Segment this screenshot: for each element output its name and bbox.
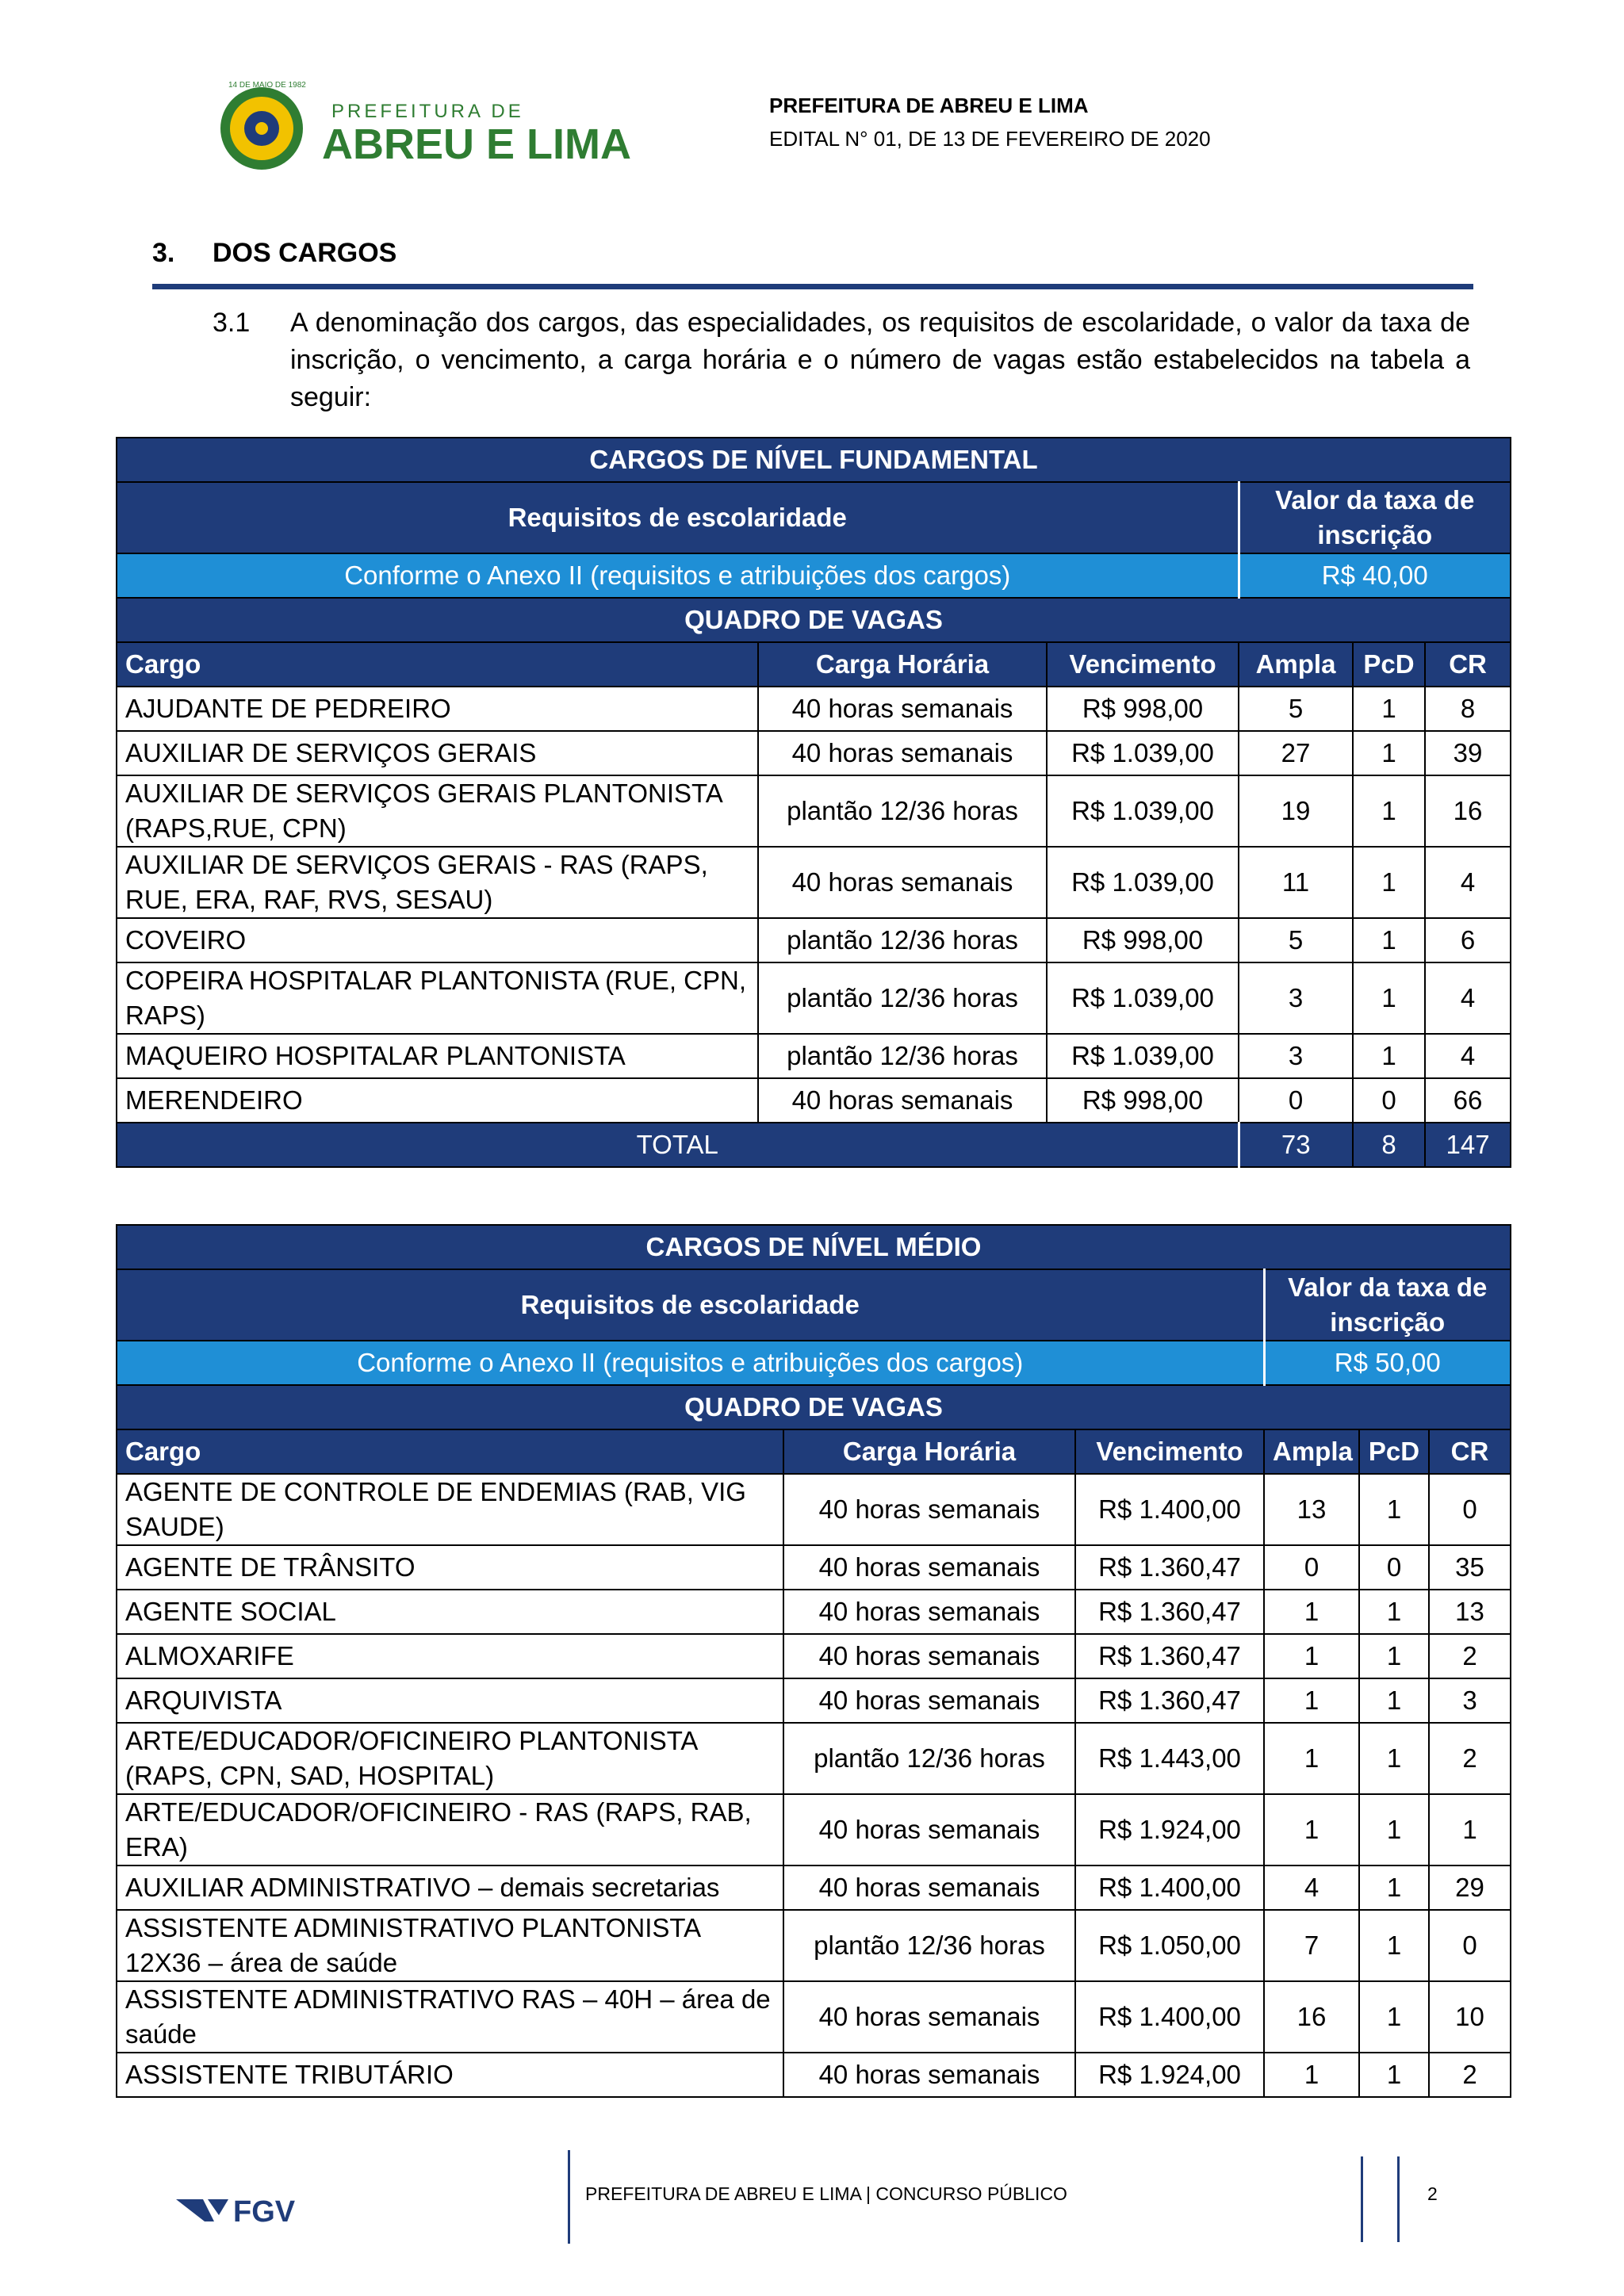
cell-vencimento: R$ 1.039,00 [1047, 847, 1239, 918]
section-divider [152, 284, 1473, 289]
cell-cargo: ARTE/EDUCADOR/OFICINEIRO - RAS (RAPS, RAB, ERA) [117, 1794, 783, 1866]
cell-ampla: 7 [1264, 1910, 1359, 1981]
cell-vencimento: R$ 1.443,00 [1075, 1723, 1264, 1794]
col-pcd: PcD [1353, 642, 1425, 687]
cell-ampla: 3 [1239, 1034, 1353, 1078]
cell-ampla: 1 [1264, 1723, 1359, 1794]
section-number: 3. [152, 238, 175, 268]
footer-divider [1361, 2156, 1363, 2242]
cell-carga: plantão 12/36 horas [758, 962, 1047, 1034]
cell-carga: plantão 12/36 horas [783, 1723, 1075, 1794]
cell-ampla: 1 [1264, 1634, 1359, 1678]
cell-carga: 40 horas semanais [783, 1981, 1075, 2053]
cell-cargo: ARQUIVISTA [117, 1678, 783, 1723]
col-cargo: Cargo [117, 1429, 783, 1474]
cell-cr: 6 [1425, 918, 1511, 962]
cell-vencimento: R$ 1.924,00 [1075, 1794, 1264, 1866]
cell-cargo: COVEIRO [117, 918, 758, 962]
col-carga: Carga Horária [758, 642, 1047, 687]
cell-ampla: 11 [1239, 847, 1353, 918]
table-row [117, 1590, 1511, 1634]
cell-carga: 40 horas semanais [783, 2053, 1075, 2097]
fee-value: R$ 40,00 [1239, 553, 1511, 598]
cell-cargo: AUXILIAR DE SERVIÇOS GERAIS PLANTONISTA (RAPS,RUE, CPN) [117, 775, 758, 847]
cell-carga: 40 horas semanais [783, 1545, 1075, 1590]
col-cr: CR [1425, 642, 1511, 687]
medio-title: CARGOS DE NÍVEL MÉDIO [117, 1225, 1511, 1269]
cell-ampla: 13 [1264, 1474, 1359, 1545]
footer-divider [568, 2150, 570, 2244]
fgv-text: FGV [233, 2195, 296, 2229]
cell-cr: 13 [1429, 1590, 1511, 1634]
cell-cr: 66 [1425, 1078, 1511, 1123]
cell-cargo: ASSISTENTE ADMINISTRATIVO RAS – 40H – área de saúde [117, 1981, 783, 2053]
table-row [117, 1866, 1511, 1910]
cell-pcd: 1 [1353, 962, 1425, 1034]
table-row [117, 775, 1511, 847]
cell-cr: 10 [1429, 1981, 1511, 2053]
cell-cr: 2 [1429, 2053, 1511, 2097]
cell-carga: 40 horas semanais [783, 1474, 1075, 1545]
fundamental-rows [117, 687, 1511, 1123]
cell-vencimento: R$ 1.050,00 [1075, 1910, 1264, 1981]
medio-rows [117, 1474, 1511, 2097]
total-ampla: 73 [1239, 1123, 1353, 1167]
cell-vencimento: R$ 1.360,47 [1075, 1590, 1264, 1634]
cell-carga: 40 horas semanais [758, 1078, 1047, 1123]
cell-cr: 8 [1425, 687, 1511, 731]
cell-vencimento: R$ 1.400,00 [1075, 1866, 1264, 1910]
cell-pcd: 1 [1359, 1910, 1429, 1981]
paragraph-text: A denominação dos cargos, das especialidades, os requisitos de escolaridade, o valor da taxa de inscrição, o vencimento, a carga horária e o número de vagas estão estabelecidos na tabela a seguir: [290, 308, 1470, 412]
cell-cargo: ASSISTENTE TRIBUTÁRIO [117, 2053, 783, 2097]
col-cr: CR [1429, 1429, 1511, 1474]
taxa-header: Valor da taxa de inscrição [1239, 482, 1511, 553]
cell-cr: 0 [1429, 1474, 1511, 1545]
cell-pcd: 1 [1353, 1034, 1425, 1078]
cell-carga: 40 horas semanais [783, 1794, 1075, 1866]
logo-big-text: ABREU E LIMA [322, 121, 631, 168]
footer-text: PREFEITURA DE ABREU E LIMA | CONCURSO PÚBLICO [585, 2183, 1067, 2204]
fgv-logo [176, 2195, 327, 2229]
section-title: DOS CARGOS [213, 238, 397, 268]
cell-carga: 40 horas semanais [758, 687, 1047, 731]
cell-pcd: 1 [1359, 2053, 1429, 2097]
taxa-header: Valor da taxa de inscrição [1264, 1269, 1511, 1341]
cell-vencimento: R$ 1.360,47 [1075, 1634, 1264, 1678]
col-ampla: Ampla [1239, 642, 1353, 687]
table-row [117, 1910, 1511, 1981]
cell-vencimento: R$ 1.039,00 [1047, 731, 1239, 775]
table-row [117, 1723, 1511, 1794]
cell-cargo: AUXILIAR DE SERVIÇOS GERAIS - RAS (RAPS, RUE, ERA, RAF, RVS, SESAU) [117, 847, 758, 918]
cell-pcd: 1 [1353, 687, 1425, 731]
cell-vencimento: R$ 998,00 [1047, 918, 1239, 962]
cell-cr: 35 [1429, 1545, 1511, 1590]
cell-ampla: 16 [1264, 1981, 1359, 2053]
cell-carga: plantão 12/36 horas [758, 775, 1047, 847]
header-subtitle: EDITAL N° 01, DE 13 DE FEVEREIRO DE 2020 [769, 127, 1211, 151]
quadro-title: QUADRO DE VAGAS [117, 598, 1511, 642]
total-cr: 147 [1425, 1123, 1511, 1167]
table-row [117, 2053, 1511, 2097]
fgv-mark-icon [176, 2199, 228, 2221]
cell-ampla: 5 [1239, 918, 1353, 962]
laurel-emblem-icon [220, 87, 303, 170]
col-pcd: PcD [1359, 1429, 1429, 1474]
prefeitura-logo [213, 76, 631, 179]
requisitos-value: Conforme o Anexo II (requisitos e atribuições dos cargos) [117, 1341, 1264, 1385]
section-heading [152, 238, 396, 269]
cell-cargo: MERENDEIRO [117, 1078, 758, 1123]
footer-divider [1397, 2156, 1400, 2242]
table-row [117, 1634, 1511, 1678]
col-carga: Carga Horária [783, 1429, 1075, 1474]
table-row [117, 1981, 1511, 2053]
logo-top-text: 14 DE MAIO DE 1982 [228, 81, 306, 90]
cell-vencimento: R$ 1.039,00 [1047, 1034, 1239, 1078]
medio-table [116, 1224, 1511, 2098]
cell-vencimento: R$ 1.400,00 [1075, 1981, 1264, 2053]
cell-ampla: 4 [1264, 1866, 1359, 1910]
col-vencimento: Vencimento [1047, 642, 1239, 687]
fundamental-title: CARGOS DE NÍVEL FUNDAMENTAL [117, 438, 1511, 482]
logo-small-text: PREFEITURA DE [331, 101, 524, 122]
cell-cargo: MAQUEIRO HOSPITALAR PLANTONISTA [117, 1034, 758, 1078]
cell-cargo: AGENTE DE TRÂNSITO [117, 1545, 783, 1590]
cell-cargo: AJUDANTE DE PEDREIRO [117, 687, 758, 731]
cell-carga: 40 horas semanais [758, 731, 1047, 775]
cell-cr: 2 [1429, 1723, 1511, 1794]
requisitos-value: Conforme o Anexo II (requisitos e atribuições dos cargos) [117, 553, 1239, 598]
cell-cargo: AGENTE SOCIAL [117, 1590, 783, 1634]
cell-carga: plantão 12/36 horas [783, 1910, 1075, 1981]
table-row [117, 1794, 1511, 1866]
page-number: 2 [1427, 2183, 1438, 2204]
cell-carga: plantão 12/36 horas [758, 1034, 1047, 1078]
cell-cr: 1 [1429, 1794, 1511, 1866]
total-pcd: 8 [1353, 1123, 1425, 1167]
table-row [117, 918, 1511, 962]
cell-ampla: 0 [1239, 1078, 1353, 1123]
col-vencimento: Vencimento [1075, 1429, 1264, 1474]
cell-cr: 4 [1425, 962, 1511, 1034]
table-row [117, 731, 1511, 775]
cell-ampla: 1 [1264, 2053, 1359, 2097]
cell-pcd: 0 [1359, 1545, 1429, 1590]
cell-cargo: ALMOXARIFE [117, 1634, 783, 1678]
cell-cr: 4 [1425, 847, 1511, 918]
cell-cargo: AUXILIAR DE SERVIÇOS GERAIS [117, 731, 758, 775]
cell-vencimento: R$ 1.360,47 [1075, 1678, 1264, 1723]
cell-cr: 39 [1425, 731, 1511, 775]
cell-cargo: ARTE/EDUCADOR/OFICINEIRO PLANTONISTA (RAPS, CPN, SAD, HOSPITAL) [117, 1723, 783, 1794]
cell-pcd: 1 [1353, 731, 1425, 775]
cell-vencimento: R$ 1.039,00 [1047, 775, 1239, 847]
cell-vencimento: R$ 998,00 [1047, 687, 1239, 731]
cell-pcd: 1 [1353, 775, 1425, 847]
cell-carga: 40 horas semanais [783, 1866, 1075, 1910]
table-row [117, 847, 1511, 918]
cell-vencimento: R$ 1.360,47 [1075, 1545, 1264, 1590]
cell-ampla: 1 [1264, 1678, 1359, 1723]
table-row [117, 1545, 1511, 1590]
cell-pcd: 1 [1353, 847, 1425, 918]
requisitos-header: Requisitos de escolaridade [117, 482, 1239, 553]
table-row [117, 962, 1511, 1034]
cell-pcd: 1 [1359, 1678, 1429, 1723]
section-paragraph [213, 304, 1470, 416]
col-ampla: Ampla [1264, 1429, 1359, 1474]
table-row [117, 1678, 1511, 1723]
fee-value: R$ 50,00 [1264, 1341, 1511, 1385]
cell-pcd: 1 [1359, 1866, 1429, 1910]
cell-carga: plantão 12/36 horas [758, 918, 1047, 962]
cell-carga: 40 horas semanais [783, 1634, 1075, 1678]
cell-cargo: ASSISTENTE ADMINISTRATIVO PLANTONISTA 12X36 – área de saúde [117, 1910, 783, 1981]
cell-pcd: 1 [1359, 1634, 1429, 1678]
cell-cr: 0 [1429, 1910, 1511, 1981]
cell-ampla: 3 [1239, 962, 1353, 1034]
cell-cr: 2 [1429, 1634, 1511, 1678]
table-row [117, 687, 1511, 731]
cell-pcd: 1 [1359, 1474, 1429, 1545]
table-row [117, 1474, 1511, 1545]
cell-ampla: 0 [1264, 1545, 1359, 1590]
cell-carga: 40 horas semanais [783, 1678, 1075, 1723]
total-label: TOTAL [117, 1123, 1239, 1167]
cell-ampla: 19 [1239, 775, 1353, 847]
cell-vencimento: R$ 1.039,00 [1047, 962, 1239, 1034]
cell-ampla: 5 [1239, 687, 1353, 731]
cell-pcd: 1 [1359, 1981, 1429, 2053]
cell-vencimento: R$ 1.400,00 [1075, 1474, 1264, 1545]
cell-pcd: 0 [1353, 1078, 1425, 1123]
cell-vencimento: R$ 1.924,00 [1075, 2053, 1264, 2097]
cell-cr: 3 [1429, 1678, 1511, 1723]
cell-cargo: AUXILIAR ADMINISTRATIVO – demais secretarias [117, 1866, 783, 1910]
cell-cr: 4 [1425, 1034, 1511, 1078]
fundamental-table [116, 437, 1511, 1168]
cell-cr: 16 [1425, 775, 1511, 847]
paragraph-number: 3.1 [213, 308, 251, 338]
cell-cargo: AGENTE DE CONTROLE DE ENDEMIAS (RAB, VIG SAUDE) [117, 1474, 783, 1545]
cell-carga: 40 horas semanais [783, 1590, 1075, 1634]
col-cargo: Cargo [117, 642, 758, 687]
table-row [117, 1034, 1511, 1078]
cell-pcd: 1 [1353, 918, 1425, 962]
cell-ampla: 1 [1264, 1590, 1359, 1634]
cell-ampla: 1 [1264, 1794, 1359, 1866]
requisitos-header: Requisitos de escolaridade [117, 1269, 1264, 1341]
cell-pcd: 1 [1359, 1590, 1429, 1634]
cell-pcd: 1 [1359, 1723, 1429, 1794]
cell-vencimento: R$ 998,00 [1047, 1078, 1239, 1123]
cell-ampla: 27 [1239, 731, 1353, 775]
table-row [117, 1078, 1511, 1123]
cell-carga: 40 horas semanais [758, 847, 1047, 918]
cell-cr: 29 [1429, 1866, 1511, 1910]
cell-cargo: COPEIRA HOSPITALAR PLANTONISTA (RUE, CPN, RAPS) [117, 962, 758, 1034]
header-title: PREFEITURA DE ABREU E LIMA [769, 94, 1089, 117]
document-header [769, 89, 1211, 155]
cell-pcd: 1 [1359, 1794, 1429, 1866]
quadro-title: QUADRO DE VAGAS [117, 1385, 1511, 1429]
